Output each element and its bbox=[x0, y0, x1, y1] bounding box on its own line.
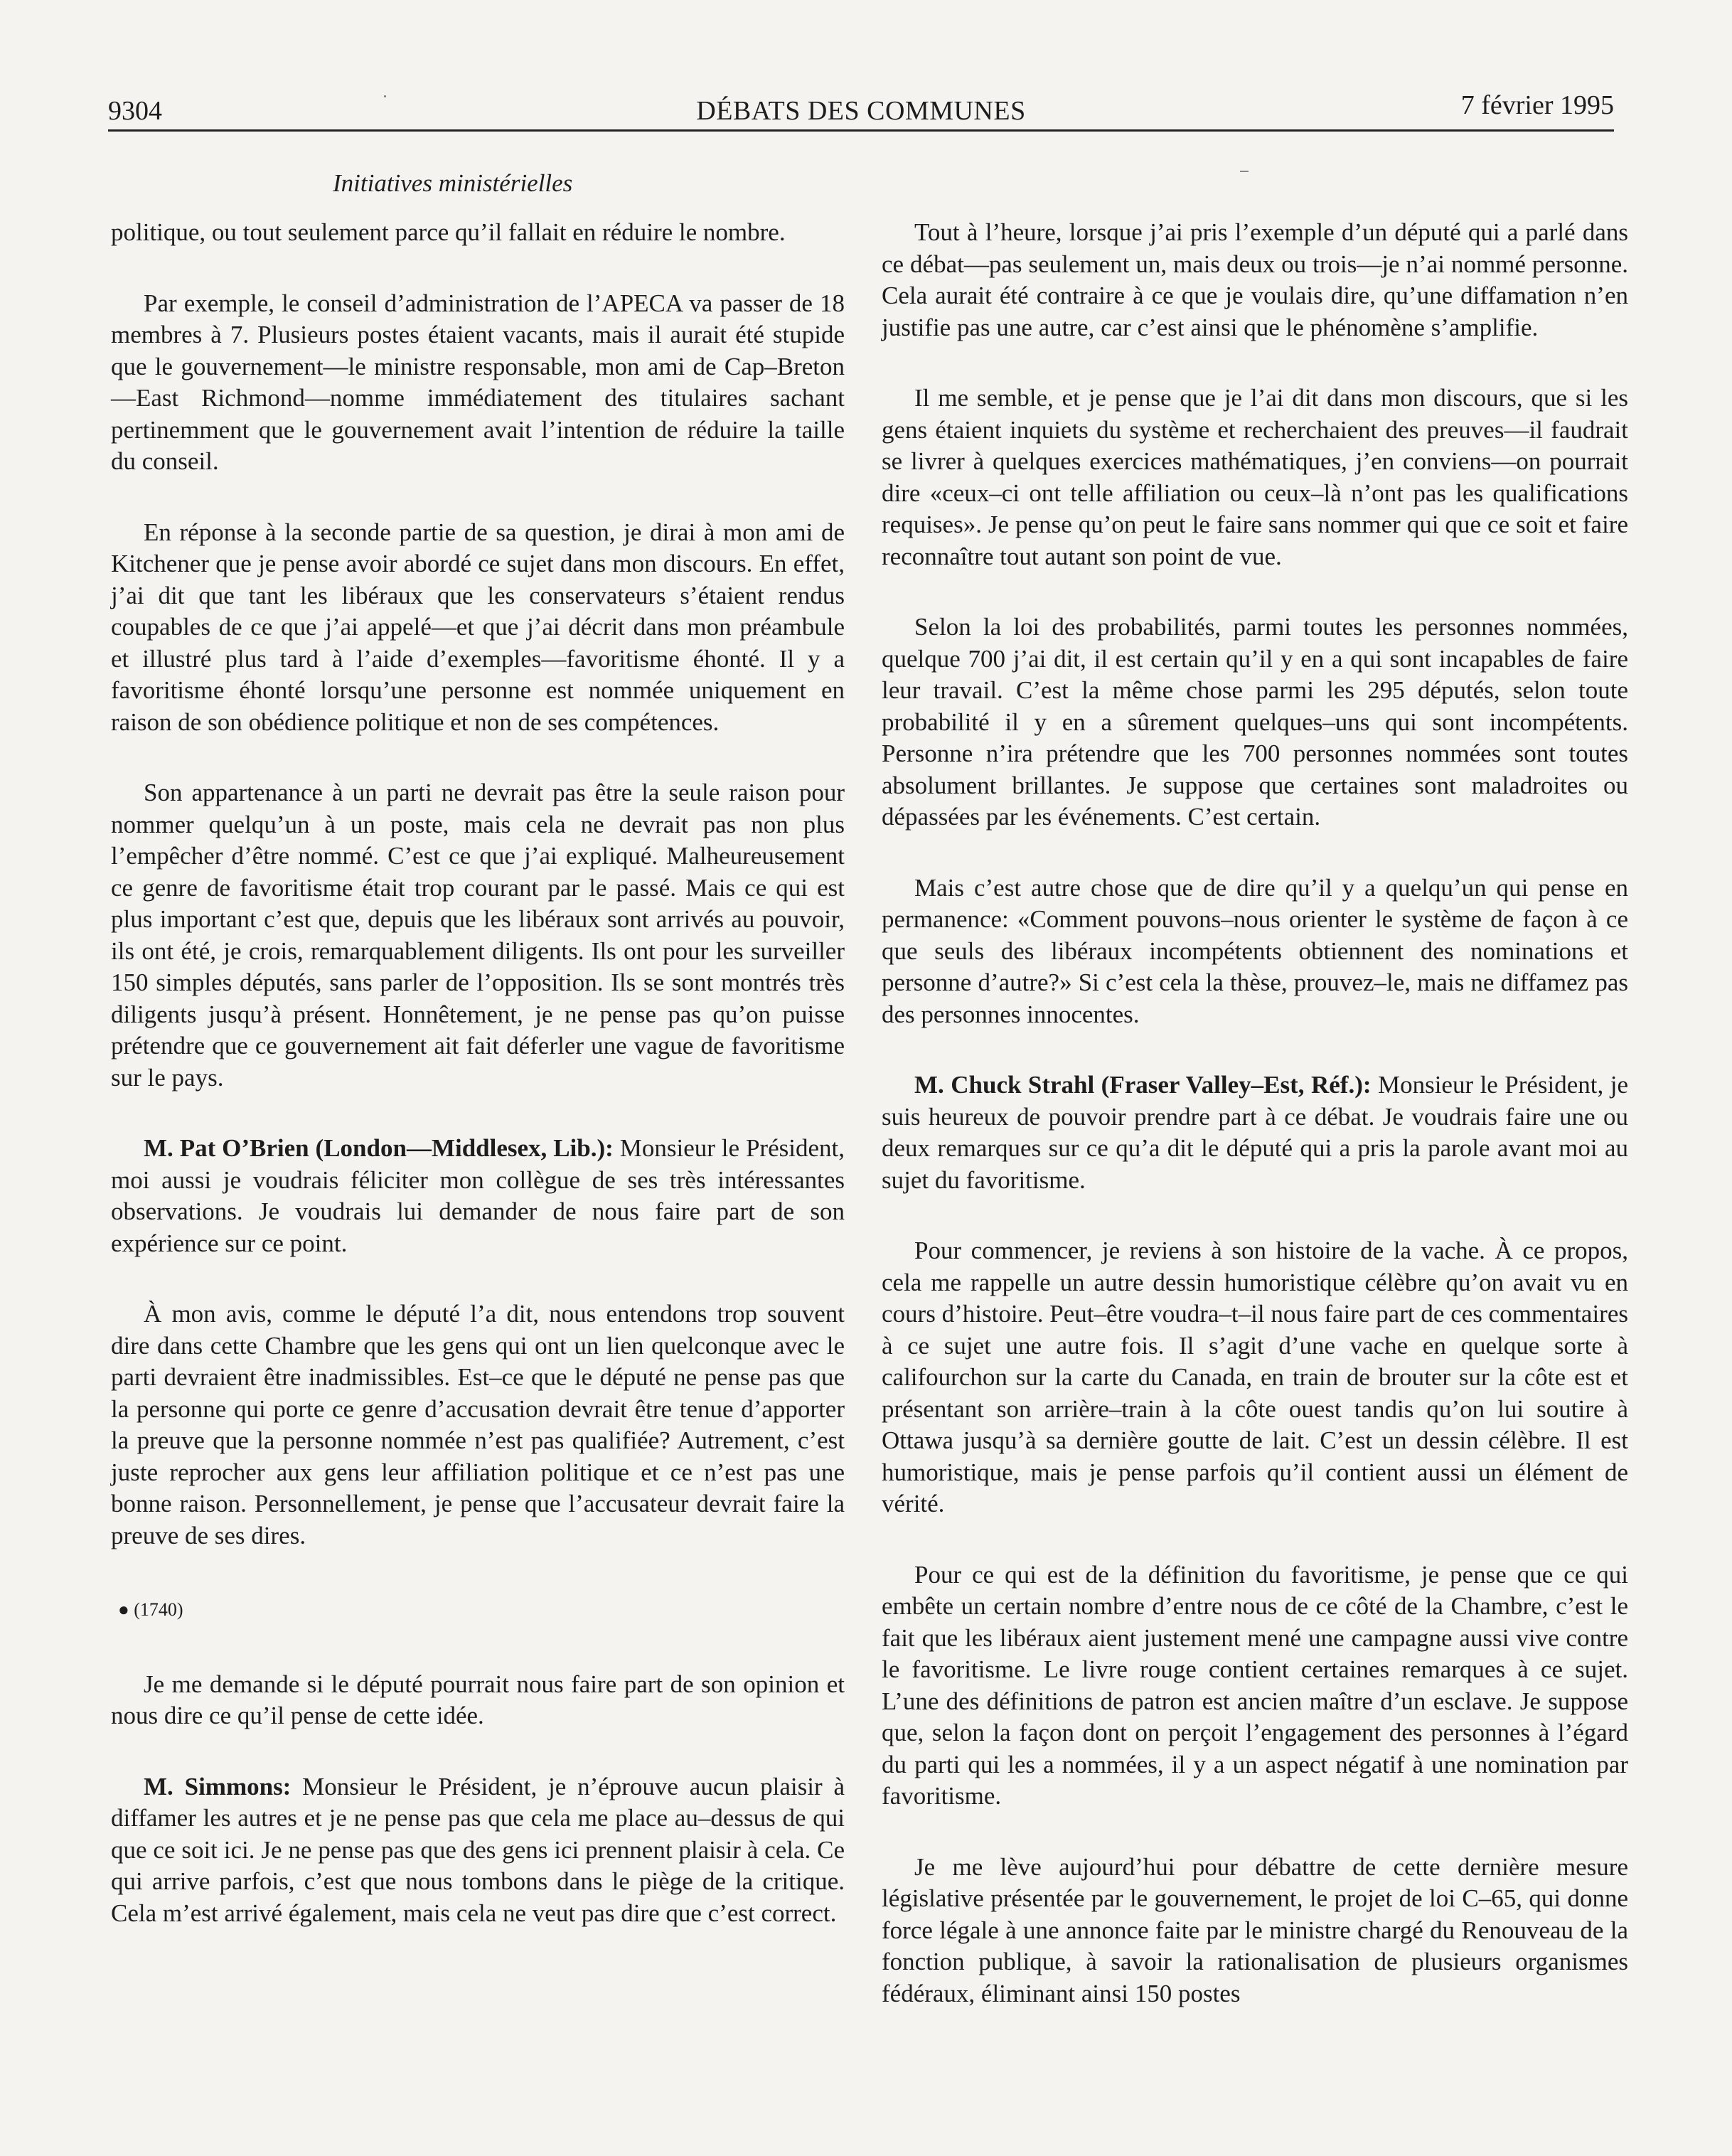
paragraph: Mais c’est autre chose que de dire qu’il y a quelqu’un qui pense en permanence: «Comment pouvons–nous orienter le système de façon à ce que seuls des libéraux incompétents obtiennent des nominations et personne d’autre?» Si c’est cela la thèse, prouvez–le, mais ne diffamez pas des personnes innocentes. bbox=[882, 873, 1628, 1028]
paragraph: Tout à l’heure, lorsque j’ai pris l’exemple d’un député qui a parlé dans ce débat—pas seulement un, mais deux ou trois—je n’ai nommé personne. Cela aurait été contraire à ce que je voulais dire, qu’une diffamation n’en justifie pas une autre, car c’est ainsi que le phénomène s’amplifie. bbox=[882, 218, 1628, 341]
right-column bbox=[882, 217, 1628, 2049]
paragraph: Je me demande si le député pourrait nous faire part de son opinion et nous dire ce qu’il pense de cette idée. bbox=[111, 1670, 845, 1729]
paragraph: Selon la loi des probabilités, parmi toutes les personnes nommées, quelque 700 j’ai dit, il est certain qu’il y en a qui sont incapables de faire leur travail. C’est la même chose parmi les 295 députés, selon toute probabilité il y en a sûrement quelques–uns qui sont incompétents. Personne n’ira prétendre que les 700 personnes nommées sont toutes absolument brillantes. Je suppose que certaines sont maladroites ou dépassées par les événements. C’est certain. bbox=[882, 613, 1628, 831]
paragraph: En réponse à la seconde partie de sa question, je dirai à mon ami de Kitchener que je pense avoir abordé ce sujet dans mon discours. En effet, j’ai dit que tant les libéraux que les conservateurs s’étaient rendus coupables de ce que j’ai appelé—et que j’ai décrit dans mon préambule et illustré plus tard à l’aide d’exemples—favoritisme éhonté. Il y a favoritisme éhonté lorsqu’une personne est nommée uniquement en raison de son obédience politique et non de ses compétences. bbox=[111, 518, 845, 736]
time-marker: ● (1740) bbox=[118, 1599, 183, 1620]
publication-title: DÉBATS DES COMMUNES bbox=[696, 96, 1026, 126]
paragraph: Pour ce qui est de la définition du favoritisme, je pense que ce qui embête un certain nombre d’entre nous de ce côté de la Chambre, c’est le fait que les libéraux aient justement mené une campagne aussi vive contre le favoritisme. Le livre rouge contient certaines remarques à ce sujet. L’une des définitions de patron est ancien maître d’un esclave. Je suppose que, selon la façon dont on perçoit l’engagement des personnes à l’égard du parti qui les a nommées, il y a un aspect négatif à une nomination par favoritisme. bbox=[882, 1560, 1628, 1810]
paragraph: Par exemple, le conseil d’administration de l’APECA va passer de 18 membres à 7. Plusieurs postes étaient vacants, mais il aurait été stupide que le gouvernement—le ministre responsable, mon ami de Cap–Breton—East Richmond—nomme immédiatement des titulaires sachant pertinemment que le gouvernement avait l’intention de réduire la taille du conseil. bbox=[111, 289, 845, 475]
paragraph: politique, ou tout seulement parce qu’il fallait en réduire le nombre. bbox=[111, 218, 786, 246]
left-column bbox=[111, 217, 845, 1968]
paragraph: Pour commencer, je reviens à son histoire de la vache. À ce propos, cela me rappelle un autre dessin humoristique célèbre qu’on avait vu en cours d’histoire. Peut–être voudra–t–il nous faire part de ces commentaires à ce sujet une autre fois. Il s’agit d’une vache en quelque sorte à califourchon sur la carte du Canada, en train de brouter sur la côte est et présentant son arrière–train à la côte ouest tandis qu’on lui soutire à Ottawa jusqu’à sa dernière goutte de lait. C’est un dessin célèbre. Il est humoristique, mais je pense parfois qu’il contient aussi un élément de vérité. bbox=[882, 1237, 1628, 1517]
speaker-name: M. Simmons: bbox=[144, 1772, 292, 1800]
paragraph: Son appartenance à un parti ne devrait pas être la seule raison pour nommer quelqu’un à un poste, mais cela ne devrait pas non plus l’empêcher d’être nommé. C’est ce que j’ai expliqué. Malheureusement ce genre de favoritisme était trop courant par le passé. Mais ce qui est plus important c’est que, depuis que les libéraux sont arrivés au pouvoir, ils ont été, je crois, remarquablement diligents. Ils ont pour les surveiller 150 simples députés, sans parler de l’opposition. Ils se sont montrés très diligents jusqu’à présent. Honnêtement, je ne pense pas qu’on puisse prétendre que ce gouvernement ait fait déferler une vague de favoritisme sur le pays. bbox=[111, 779, 845, 1092]
speech-paragraph bbox=[882, 1069, 1628, 1196]
speech-paragraph bbox=[111, 1771, 845, 1930]
speech-text: Monsieur le Président, moi aussi je voudrais féliciter mon collègue de ses très intéressantes observations. Je voudrais lui demander de nous faire part de son expérience sur ce point. bbox=[111, 1134, 845, 1257]
paragraph: Je me lève aujourd’hui pour débattre de cette dernière mesure législative présentée par le gouvernement, le projet de loi C–65, qui donne force légale à une annonce faite par le ministre chargé du Renouveau de la fonction publique, à savoir la rationalisation de plusieurs organismes fédéraux, éliminant ainsi 150 postes bbox=[882, 1852, 1628, 2007]
speaker-name: M. Pat O’Brien (London—Middlesex, Lib.): bbox=[144, 1134, 614, 1162]
page-header bbox=[108, 88, 1614, 132]
speaker-name: M. Chuck Strahl (Fraser Valley–Est, Réf.): bbox=[914, 1071, 1372, 1099]
section-rubric: Initiatives ministérielles bbox=[333, 169, 573, 197]
page-number: 9304 bbox=[108, 96, 162, 126]
scan-mark bbox=[1240, 171, 1249, 172]
paragraph: À mon avis, comme le député l’a dit, nous entendons trop souvent dire dans cette Chambre que les gens qui ont un lien quelconque avec le parti devraient être inadmissibles. Est–ce que le député ne pense pas que la personne qui porte ce genre d’accusation devrait être tenue d’apporter la preuve que la personne nommée n’est pas qualifiée? Autrement, c’est juste reprocher aux gens leur affiliation politique et ce n’est pas une bonne raison. Personnellement, je pense que l’accusateur devrait faire la preuve de ses dires. bbox=[111, 1300, 845, 1549]
speech-text: Monsieur le Président, je suis heureux de pouvoir prendre part à ce débat. Je voudrais faire une ou deux remarques sur ce qu’a dit le député qui a pris la parole avant moi au sujet du favoritisme. bbox=[882, 1071, 1628, 1194]
paragraph: Il me semble, et je pense que je l’ai dit dans mon discours, que si les gens étaient inquiets du système et recherchaient des preuves—il faudrait se livrer à quelques exercices mathématiques, j’en conviens—on pourrait dire «ceux–ci ont telle affiliation ou ceux–là n’ont pas les qualifications requises». Je pense qu’on peut le faire sans nommer qui que ce soit et faire reconnaître tout autant son point de vue. bbox=[882, 384, 1628, 570]
speech-text: Monsieur le Président, je n’éprouve aucun plaisir à diffamer les autres et je ne pense pas que cela me place au–dessus de qui que ce soit ici. Je ne pense pas que des gens ici prennent plaisir à cela. Ce qui arrive parfois, c’est que nous tombons dans le piège de la critique. Cela m’est arrivé également, mais cela ne veut pas dire que c’est correct. bbox=[111, 1772, 845, 1927]
speech-paragraph bbox=[111, 1133, 845, 1259]
issue-date: 7 février 1995 bbox=[1460, 90, 1614, 120]
